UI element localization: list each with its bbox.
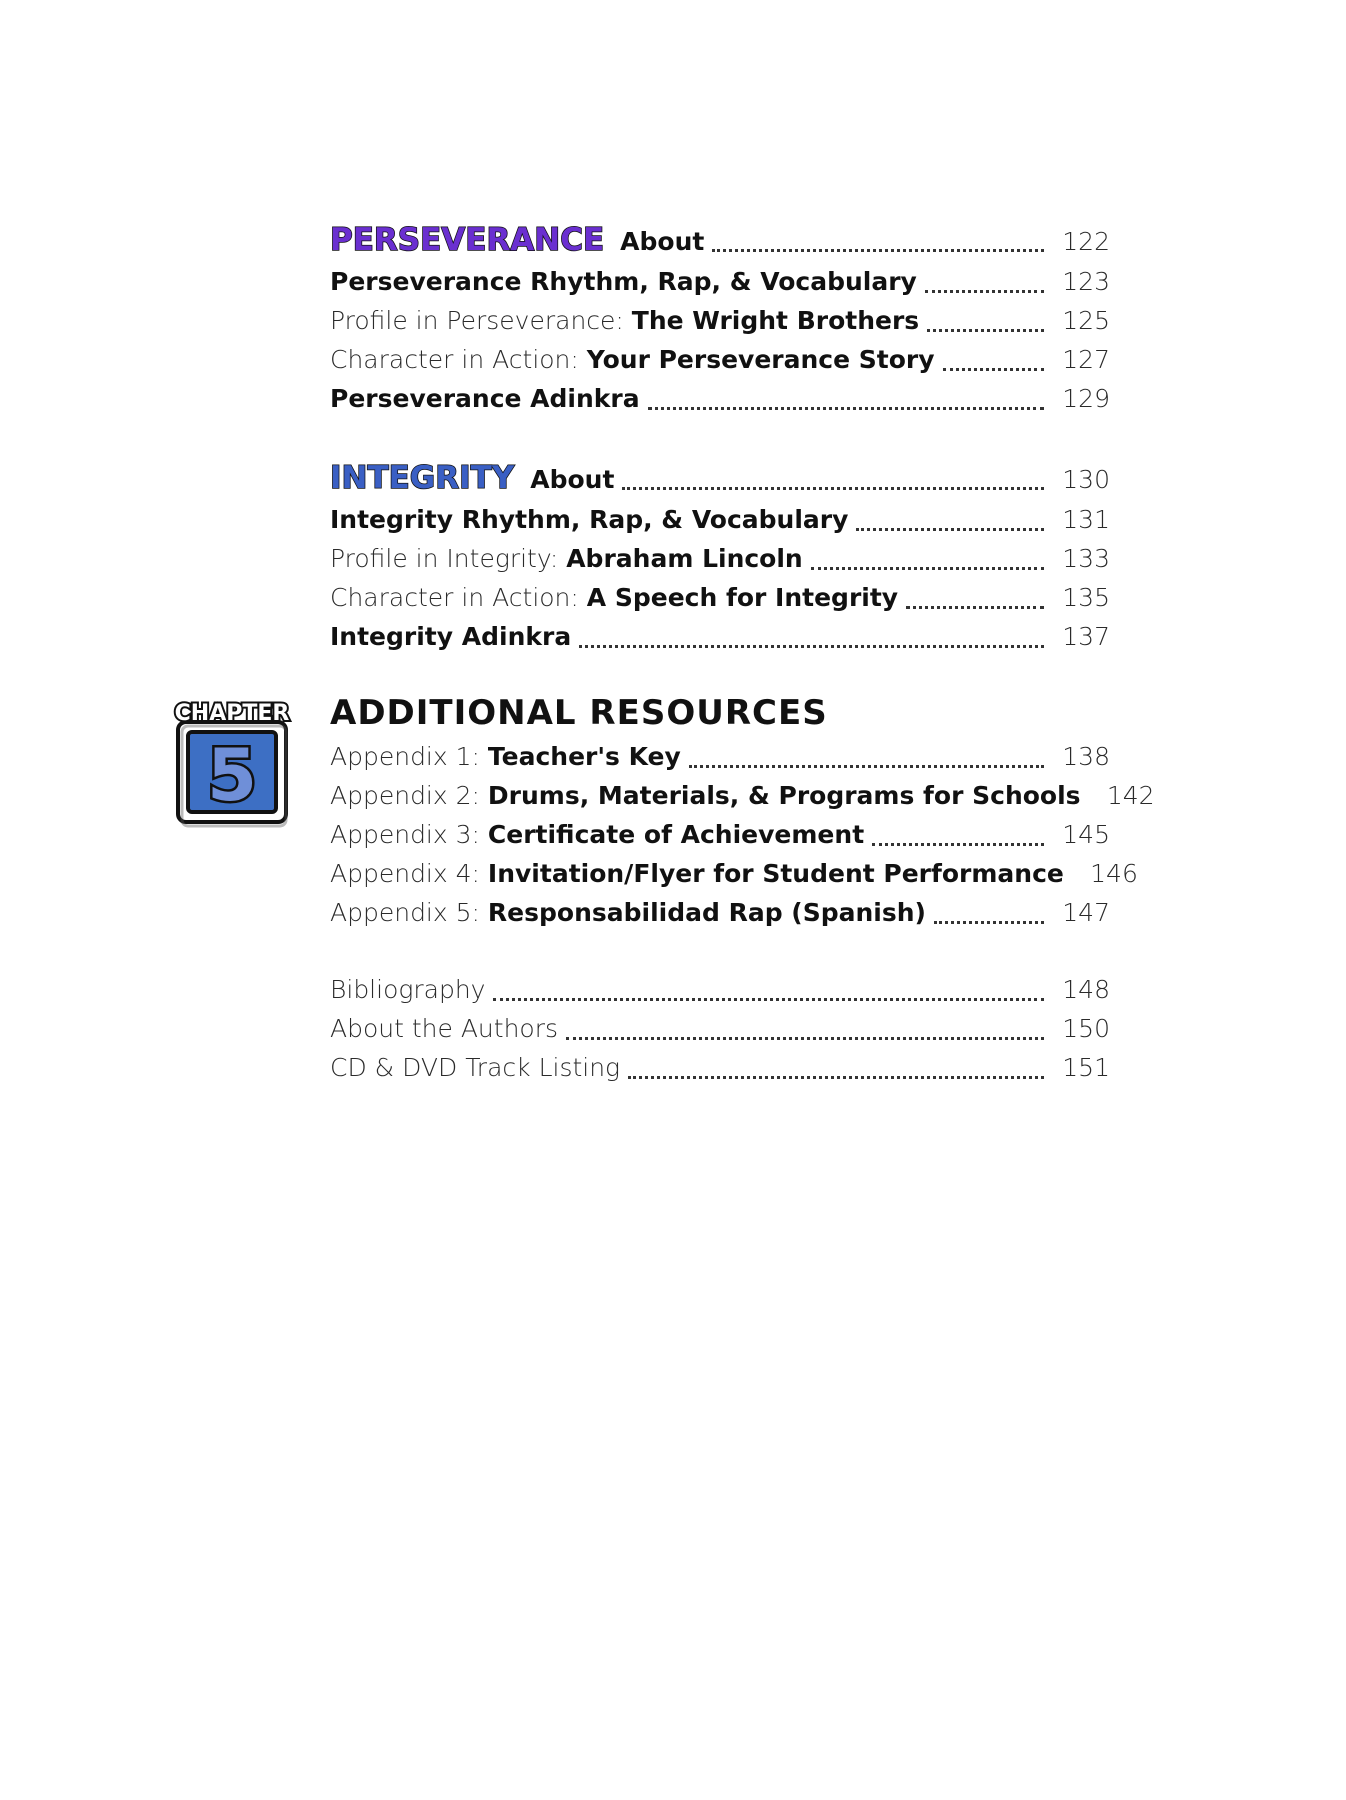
toc-entry[interactable] — [330, 262, 1110, 301]
chapter-title: ADDITIONAL RESOURCES — [330, 693, 828, 733]
page-number: 146 — [1090, 859, 1138, 888]
leader-dots — [925, 290, 1044, 293]
page-number: 131 — [1062, 505, 1110, 534]
entry-label: About the Authors — [330, 1014, 559, 1043]
leader-dots — [712, 249, 1044, 252]
entry-title: Abraham Lincoln — [566, 544, 803, 573]
leader-dots — [622, 487, 1044, 490]
integrity-about-label: About — [530, 465, 615, 494]
page-number: 133 — [1062, 544, 1110, 573]
page-number: 145 — [1062, 820, 1110, 849]
spacer — [330, 418, 1110, 456]
toc-entry[interactable] — [330, 776, 1155, 815]
entry-title: Integrity Adinkra — [330, 622, 572, 651]
entry-prefix: Profile in Perseverance: — [330, 306, 632, 335]
entry-prefix: Appendix 4: — [330, 859, 488, 888]
page-number: 137 — [1062, 622, 1110, 651]
leader-dots — [493, 998, 1044, 1001]
entry-prefix: Character in Action: — [330, 345, 587, 374]
leader-dots — [648, 407, 1044, 410]
page-number: 150 — [1062, 1014, 1110, 1043]
toc-entry[interactable] — [330, 500, 1110, 539]
toc-entry[interactable] — [330, 815, 1110, 854]
leader-dots — [872, 843, 1044, 846]
entry-title: Teacher's Key — [487, 742, 681, 771]
leader-dots — [579, 645, 1044, 648]
toc-entry[interactable] — [330, 854, 1138, 893]
toc-entry[interactable] — [330, 340, 1110, 379]
page-number: 147 — [1062, 898, 1110, 927]
page-number: 129 — [1062, 384, 1110, 413]
page-number: 142 — [1106, 781, 1155, 810]
page-number: 125 — [1062, 306, 1110, 335]
leader-dots — [628, 1076, 1044, 1079]
toc-entry[interactable] — [330, 379, 1110, 418]
page-number: 135 — [1062, 583, 1110, 612]
leader-dots — [934, 921, 1044, 924]
leader-dots — [906, 606, 1044, 609]
page-number: 122 — [1062, 227, 1110, 256]
page-number: 151 — [1062, 1053, 1110, 1082]
entry-label: Bibliography — [330, 975, 486, 1004]
entry-title: Responsabilidad Rap (Spanish) — [487, 898, 926, 927]
entry-prefix: Appendix 1: — [330, 742, 488, 771]
toc-entry-about-authors[interactable] — [330, 1009, 1110, 1048]
entry-title: Invitation/Flyer for Student Performance — [487, 859, 1064, 888]
entry-prefix: Appendix 2: — [330, 781, 488, 810]
page-number: 148 — [1062, 975, 1110, 1004]
entry-prefix: Character in Action: — [330, 583, 587, 612]
leader-dots — [566, 1037, 1044, 1040]
chapter-label: CHAPTER — [174, 701, 290, 726]
integrity-badge: INTEGRITY — [330, 460, 515, 496]
entry-prefix: Appendix 5: — [330, 898, 488, 927]
toc-entry[interactable] — [330, 737, 1110, 776]
toc-entry[interactable] — [330, 617, 1110, 656]
leader-dots — [811, 567, 1044, 570]
toc-entry[interactable] — [330, 893, 1110, 932]
spacer — [330, 656, 1110, 689]
entry-prefix: Profile in Integrity: — [330, 544, 567, 573]
entry-title: Integrity Rhythm, Rap, & Vocabulary — [330, 505, 849, 534]
leader-dots — [856, 528, 1044, 531]
perseverance-badge: PERSEVERANCE — [330, 222, 605, 258]
entry-title: Certificate of Achievement — [487, 820, 865, 849]
leader-dots — [927, 329, 1044, 332]
leader-dots — [689, 765, 1044, 768]
leader-dots — [943, 368, 1044, 371]
perseverance-about-label: About — [620, 227, 705, 256]
chapter-number: 5 — [206, 733, 258, 817]
chapter-badge-graphic — [172, 694, 292, 828]
entry-title: Your Perseverance Story — [586, 345, 935, 374]
entry-prefix: Appendix 3: — [330, 820, 488, 849]
page-number: 127 — [1062, 345, 1110, 374]
integrity-about-row[interactable] — [330, 456, 1110, 500]
toc-entry[interactable] — [330, 301, 1110, 340]
entry-label: CD & DVD Track Listing — [330, 1053, 621, 1082]
entry-title: A Speech for Integrity — [586, 583, 899, 612]
entry-title: Perseverance Rhythm, Rap, & Vocabulary — [330, 267, 917, 296]
page-number: 138 — [1062, 742, 1110, 771]
entry-title: The Wright Brothers — [631, 306, 920, 335]
toc-entry-bibliography[interactable] — [330, 970, 1110, 1009]
entry-title: Perseverance Adinkra — [330, 384, 640, 413]
table-of-contents — [330, 218, 1155, 1087]
chapter-badge — [172, 694, 292, 828]
toc-entry[interactable] — [330, 539, 1110, 578]
toc-entry-track-listing[interactable] — [330, 1048, 1110, 1087]
entry-title: Drums, Materials, & Programs for Schools — [487, 781, 1081, 810]
toc-entry[interactable] — [330, 578, 1110, 617]
perseverance-about-row[interactable] — [330, 218, 1110, 262]
spacer — [330, 932, 1110, 970]
page-number: 130 — [1062, 465, 1110, 494]
page-number: 123 — [1062, 267, 1110, 296]
